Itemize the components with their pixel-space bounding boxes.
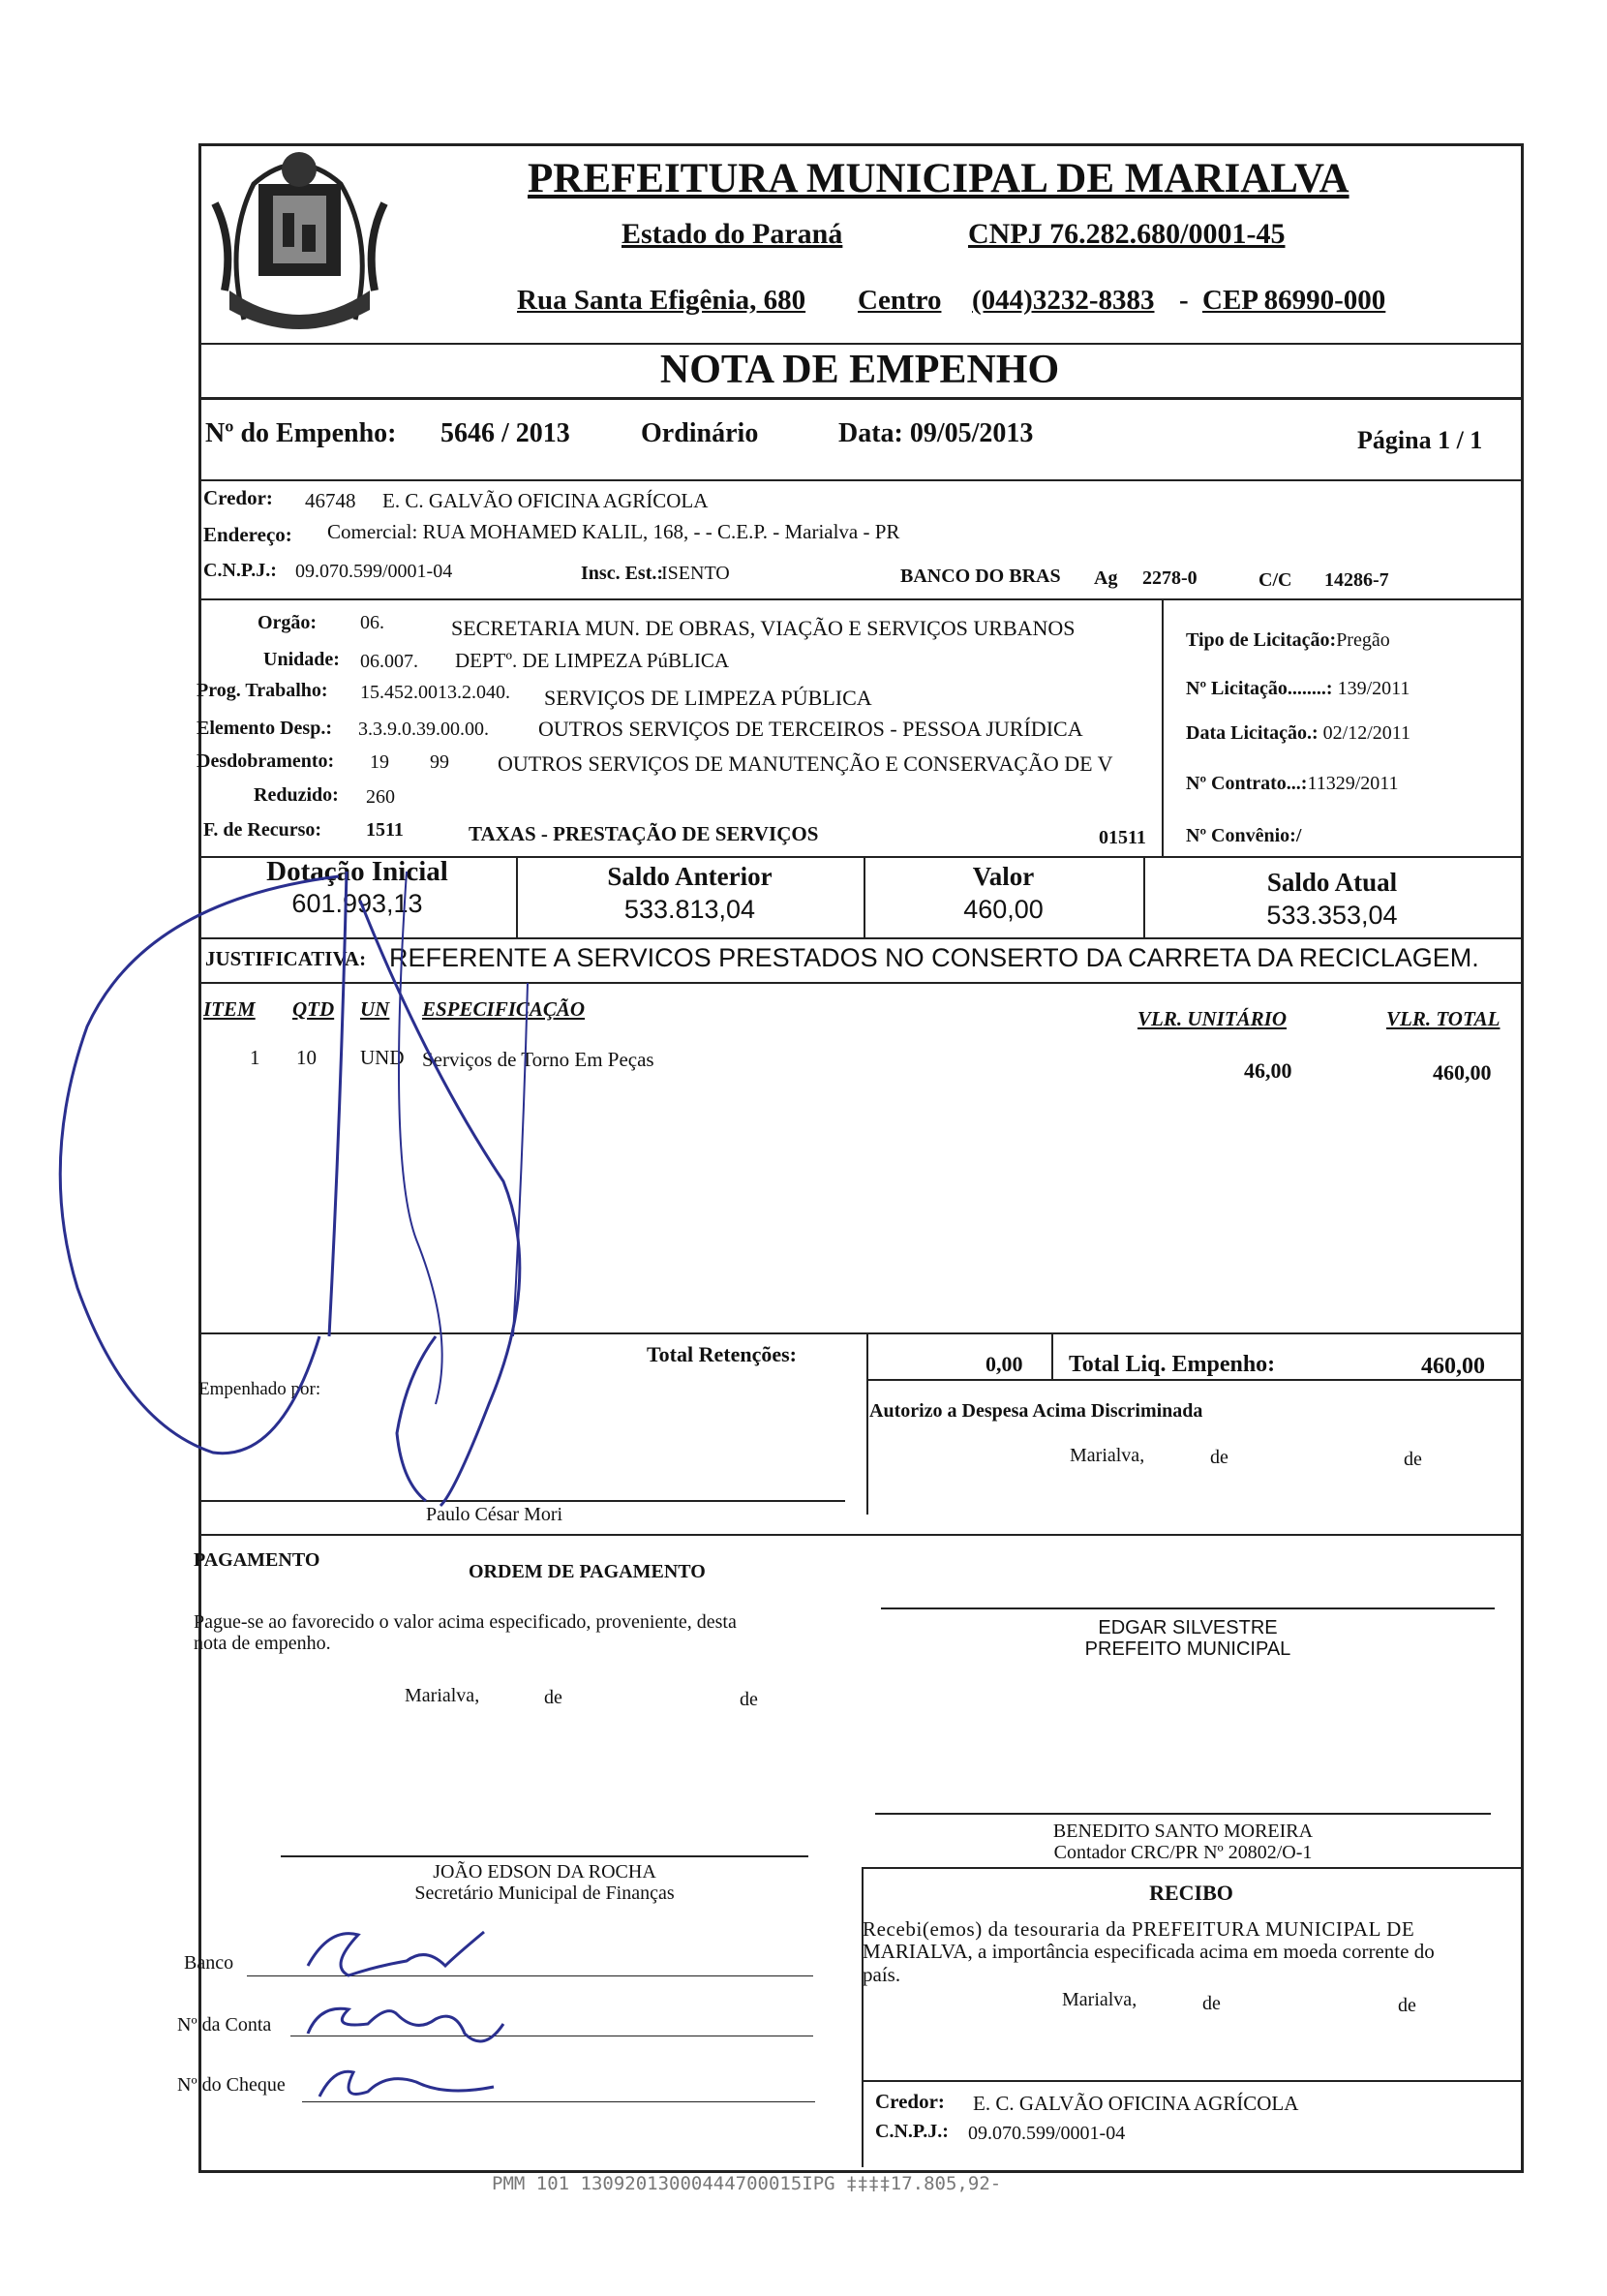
col-qtd: QTD bbox=[292, 997, 335, 1021]
valor-label: Valor bbox=[972, 862, 1035, 891]
orgao-label: Orgão: bbox=[258, 612, 318, 633]
pagamento-text-1: Pague-se ao favorecido o valor acima especificado, proveniente, desta bbox=[194, 1611, 737, 1633]
autorizo-city: Marialva, bbox=[1070, 1445, 1145, 1466]
municipality-cnpj: CNPJ 76.282.680/0001-45 bbox=[968, 218, 1286, 250]
reduzido-value: 260 bbox=[366, 786, 395, 808]
contrato-number: Nº Contrato...:11329/2011 bbox=[1186, 773, 1399, 794]
elemento-label: Elemento Desp.: bbox=[197, 718, 332, 739]
pagamento-city: Marialva, bbox=[405, 1685, 480, 1706]
item-qtd: 10 bbox=[296, 1046, 317, 1069]
elemento-code: 3.3.9.0.39.00.00. bbox=[358, 719, 489, 740]
empenhado-name: Paulo César Mori bbox=[426, 1504, 563, 1525]
licitacao-date: Data Licitação.: 02/12/2011 bbox=[1186, 722, 1411, 744]
prog-code: 15.452.0013.2.040. bbox=[360, 682, 510, 703]
secretario-role: Secretário Municipal de Finanças bbox=[414, 1883, 675, 1904]
credor-label: Credor: bbox=[203, 486, 273, 509]
recibo-cnpj-label: C.N.P.J.: bbox=[875, 2121, 949, 2142]
prog-label: Prog. Trabalho: bbox=[197, 680, 328, 701]
desdobramento-label: Desdobramento: bbox=[197, 750, 335, 772]
orgao-name: SECRETARIA MUN. DE OBRAS, VIAÇÃO E SERVIÇOS URBANOS bbox=[451, 616, 1076, 640]
prefeito-role: PREFEITO MUNICIPAL bbox=[1084, 1638, 1291, 1660]
separator: - bbox=[1179, 285, 1189, 316]
recibo-title: RECIBO bbox=[1149, 1881, 1233, 1905]
autorizo-label: Autorizo a Despesa Acima Discriminada bbox=[869, 1400, 1203, 1422]
address-label: Endereço: bbox=[203, 523, 292, 546]
justificativa-text: REFERENTE A SERVICOS PRESTADOS NO CONSERTO DA CARRETA DA RECICLAGEM. bbox=[389, 943, 1479, 972]
account-label: C/C bbox=[1258, 569, 1292, 591]
pagamento-text-2: nota de empenho. bbox=[194, 1633, 331, 1654]
convenio-label: Nº Convênio:/ bbox=[1186, 825, 1302, 846]
banco-label: Banco bbox=[184, 1952, 234, 1974]
licitacao-type: Tipo de Licitação:Pregão bbox=[1186, 629, 1390, 651]
saldo-atual-label: Saldo Atual bbox=[1266, 868, 1398, 897]
col-especificacao: ESPECIFICAÇÃO bbox=[422, 997, 586, 1021]
desdobramento-name: OUTROS SERVIÇOS DE MANUTENÇÃO E CONSERVAÇÃO DE V bbox=[498, 751, 1113, 776]
municipality-title: PREFEITURA MUNICIPAL DE MARIALVA bbox=[528, 156, 1349, 201]
prog-name: SERVIÇOS DE LIMPEZA PÚBLICA bbox=[544, 686, 872, 710]
recurso-name: TAXAS - PRESTAÇÃO DE SERVIÇOS bbox=[469, 822, 819, 845]
col-vlr-unitario: VLR. UNITÁRIO bbox=[1137, 1007, 1288, 1030]
cnpj-label: C.N.P.J.: bbox=[203, 560, 277, 581]
pagamento-de2: de bbox=[740, 1689, 758, 1710]
recibo-city: Marialva, bbox=[1062, 1989, 1137, 2010]
empenhado-label: Empenhado por: bbox=[198, 1379, 321, 1399]
recibo-text-3: país. bbox=[863, 1963, 901, 1986]
district: Centro bbox=[858, 285, 942, 316]
empenho-type: Ordinário bbox=[641, 418, 759, 448]
desdobramento-b: 99 bbox=[430, 751, 449, 773]
page-number: Página 1 / 1 bbox=[1357, 426, 1483, 454]
col-vlr-total: VLR. TOTAL bbox=[1386, 1007, 1501, 1030]
contador-name: BENEDITO SANTO MOREIRA bbox=[1052, 1821, 1314, 1842]
agency: 2278-0 bbox=[1142, 567, 1198, 589]
cheque-label: Nº do Cheque bbox=[177, 2074, 286, 2096]
empenho-number: 5646 / 2013 bbox=[440, 418, 570, 448]
recibo-credor-name: E. C. GALVÃO OFICINA AGRÍCOLA bbox=[973, 2092, 1299, 2115]
pagamento-de1: de bbox=[544, 1687, 562, 1708]
recurso-code: 1511 bbox=[366, 819, 404, 841]
empenho-number-label: Nº do Empenho: bbox=[205, 418, 397, 448]
saldo-anterior-label: Saldo Anterior bbox=[607, 862, 773, 891]
recibo-de2: de bbox=[1398, 1995, 1416, 2016]
unidade-name: DEPTº. DE LIMPEZA PúBLICA bbox=[455, 649, 730, 672]
item-vlr-unitario: 46,00 bbox=[1244, 1058, 1292, 1083]
recurso-number: 01511 bbox=[1099, 827, 1146, 848]
valor-value: 460,00 bbox=[963, 895, 1044, 924]
dotacao-value: 601.993,13 bbox=[291, 889, 423, 918]
state-name: Estado do Paraná bbox=[622, 218, 843, 250]
insc-label: Insc. Est.: bbox=[581, 563, 664, 584]
desdobramento-a: 19 bbox=[370, 751, 389, 773]
item-especificacao: Serviços de Torno Em Peças bbox=[422, 1048, 654, 1071]
credor-cnpj: 09.070.599/0001-04 bbox=[295, 561, 453, 582]
recibo-credor-label: Credor: bbox=[875, 2090, 945, 2113]
recurso-label: F. de Recurso: bbox=[203, 819, 322, 841]
phone: (044)3232-8383 bbox=[972, 285, 1155, 316]
elemento-name: OUTROS SERVIÇOS DE TERCEIROS - PESSOA JURÍDICA bbox=[538, 717, 1083, 741]
recibo-de1: de bbox=[1202, 1993, 1221, 2014]
recibo-cnpj: 09.070.599/0001-04 bbox=[968, 2123, 1126, 2144]
item-number: 1 bbox=[250, 1046, 260, 1069]
item-un: UND bbox=[360, 1046, 405, 1069]
cep: CEP 86990-000 bbox=[1202, 285, 1386, 316]
retencoes-label: Total Retenções: bbox=[647, 1342, 797, 1366]
reduzido-label: Reduzido: bbox=[254, 784, 339, 806]
insc-value: ISENTO bbox=[661, 563, 730, 584]
pagamento-label: PAGAMENTO bbox=[194, 1549, 320, 1571]
dotacao-label: Dotação Inicial bbox=[266, 856, 448, 887]
agency-label: Ag bbox=[1094, 567, 1118, 589]
retencoes-value: 0,00 bbox=[985, 1352, 1023, 1376]
street-address: Rua Santa Efigênia, 680 bbox=[517, 285, 806, 316]
secretario-name: JOÃO EDSON DA ROCHA bbox=[433, 1861, 656, 1883]
recibo-text-1: Recebi(emos) da tesouraria da PREFEITURA MUNICIPAL DE bbox=[863, 1917, 1415, 1941]
recibo-text-2: MARIALVA, a importância especificada acima em moeda corrente do bbox=[863, 1940, 1435, 1963]
unidade-code: 06.007. bbox=[360, 651, 418, 672]
account: 14286-7 bbox=[1324, 569, 1389, 591]
contador-role: Contador CRC/PR Nº 20802/O-1 bbox=[1053, 1842, 1313, 1863]
autorizo-de1: de bbox=[1210, 1447, 1228, 1468]
credor-code: 46748 bbox=[305, 489, 356, 512]
total-liquido-value: 460,00 bbox=[1421, 1354, 1485, 1379]
saldo-atual-value: 533.353,04 bbox=[1266, 901, 1398, 930]
col-un: UN bbox=[360, 997, 390, 1021]
saldo-anterior-value: 533.813,04 bbox=[623, 895, 756, 924]
justificativa-label: JUSTIFICATIVA: bbox=[205, 947, 367, 970]
bank-name: BANCO DO BRAS bbox=[900, 566, 1061, 587]
item-vlr-total: 460,00 bbox=[1433, 1060, 1492, 1085]
doc-title: NOTA DE EMPENHO bbox=[659, 348, 1060, 392]
credor-address: Comercial: RUA MOHAMED KALIL, 168, - - C.E.P. - Marialva - PR bbox=[327, 520, 900, 543]
licitacao-number: Nº Licitação........: 139/2011 bbox=[1186, 678, 1410, 699]
total-liquido-label: Total Liq. Empenho: bbox=[1069, 1352, 1276, 1377]
prefeito-name: EDGAR SILVESTRE bbox=[1098, 1617, 1278, 1638]
autorizo-de2: de bbox=[1404, 1449, 1422, 1470]
orgao-code: 06. bbox=[360, 612, 384, 633]
unidade-label: Unidade: bbox=[263, 649, 340, 670]
ordem-pagamento-label: ORDEM DE PAGAMENTO bbox=[469, 1561, 706, 1582]
footer-code: PMM 101 13092013000444700015IPG ‡‡‡‡17.805,92- bbox=[492, 2173, 1002, 2194]
empenho-date: Data: 09/05/2013 bbox=[838, 418, 1034, 448]
credor-name: E. C. GALVÃO OFICINA AGRÍCOLA bbox=[382, 489, 709, 512]
conta-label: Nº da Conta bbox=[177, 2014, 272, 2036]
col-item: ITEM bbox=[203, 997, 256, 1021]
